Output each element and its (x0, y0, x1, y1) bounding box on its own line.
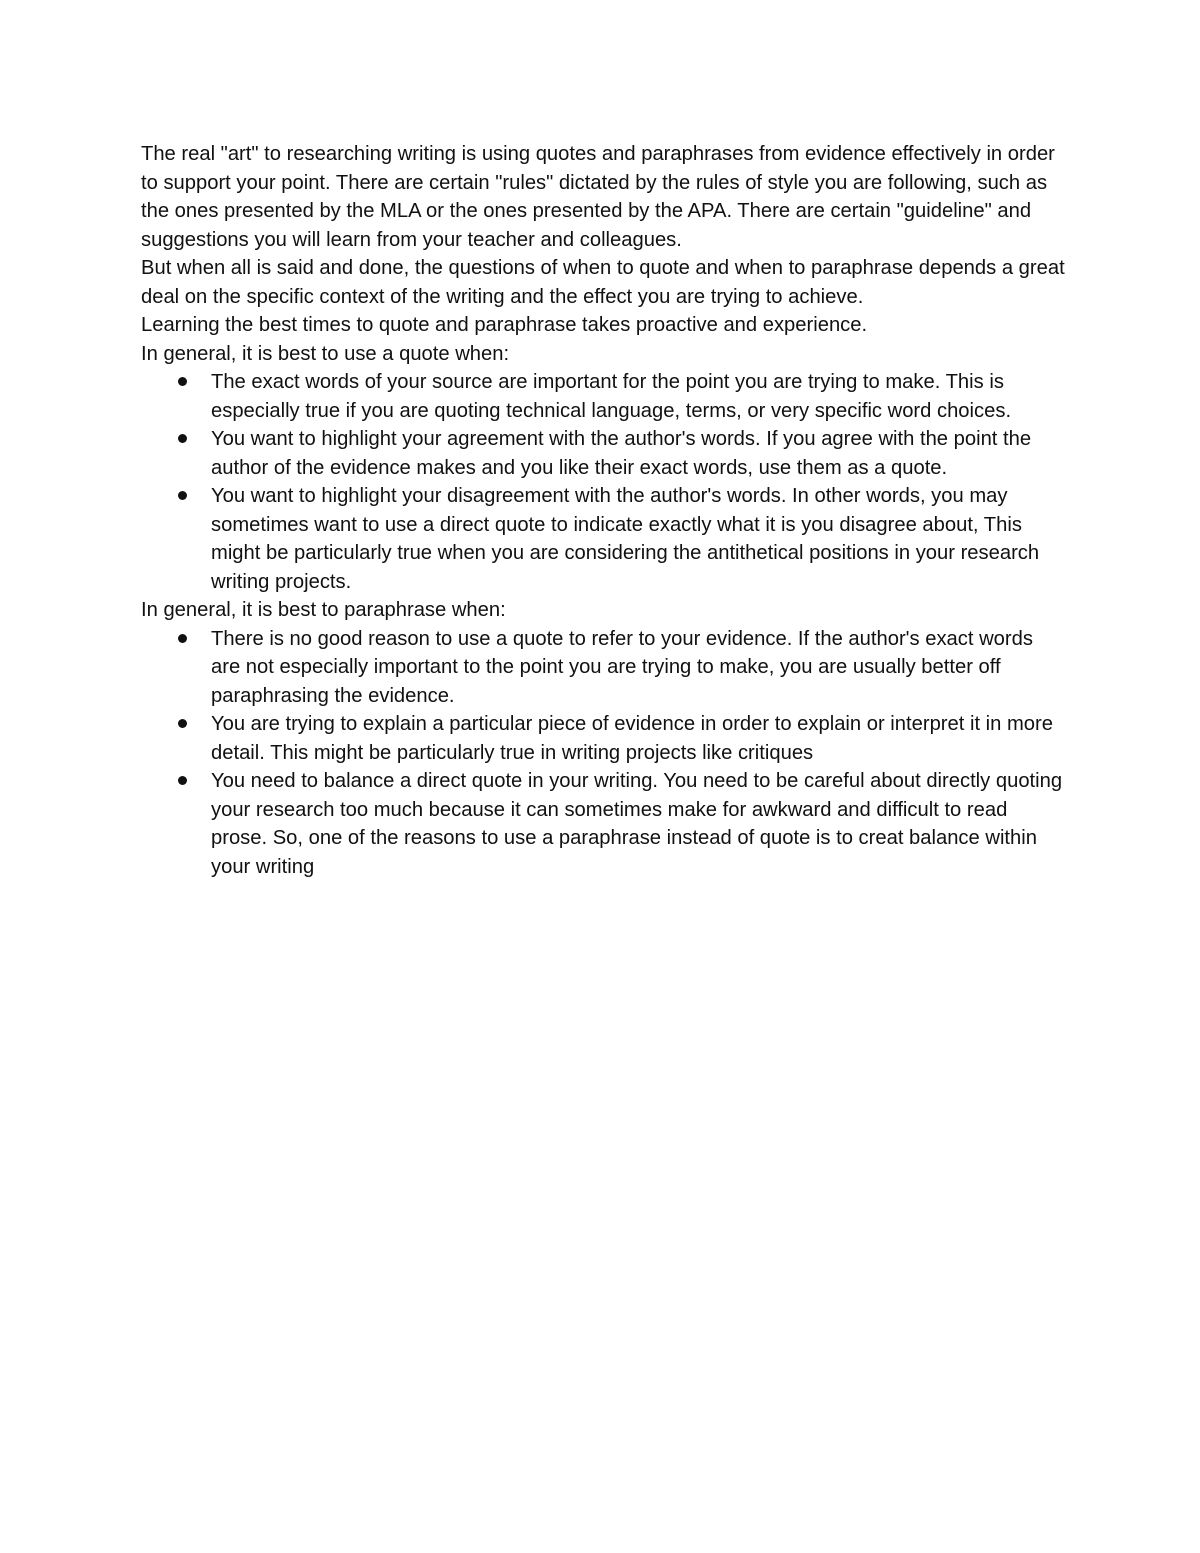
list-item (211, 710, 1066, 767)
list-item-text: You want to highlight your disagreement with the author's words. In other words, you may sometimes want to use a direct quote to indicate exactly what it is you disagree about, This might be particularly true when you are considering the antithetical positions in your research writing projects. (211, 485, 1040, 593)
list-item (211, 625, 1066, 711)
intro-paragraph-1: The real "art" to researching writing is using quotes and paraphrases from evidence effectively in order to support your point. There are certain "rules" dictated by the rules of style you are following, such as the ones presented by the MLA or the ones presented by the APA. There are certain "guideline" and suggestions you will learn from your teacher and colleagues. (141, 143, 1055, 251)
list-item-text: You want to highlight your agreement with the author's words. If you agree with the point the author of the evidence makes and you like their exact words, use them as a quote. (211, 428, 1032, 479)
bullet-icon (178, 719, 187, 728)
bullet-icon (178, 377, 187, 386)
list-item (211, 368, 1066, 425)
quote-section-heading: In general, it is best to use a quote when: (141, 342, 510, 365)
list-item-text: The exact words of your source are important for the point you are trying to make. This is especially true if you are quoting technical language, terms, or very specific word choices. (211, 371, 1012, 422)
bullet-icon (178, 434, 187, 443)
intro-paragraph-3: Learning the best times to quote and paraphrase takes proactive and experience. (141, 314, 868, 336)
document-body (141, 140, 1066, 881)
intro-paragraph-2: But when all is said and done, the questions of when to quote and when to paraphrase depends a great deal on the specific context of the writing and the effect you are trying to achieve. (141, 257, 1065, 308)
bullet-icon (178, 634, 187, 643)
bullet-icon (178, 491, 187, 500)
list-item-text: You are trying to explain a particular piece of evidence in order to explain or interpret it in more detail. This might be particularly true in writing projects like critiques (211, 713, 1053, 764)
list-item-text: You need to balance a direct quote in your writing. You need to be careful about directly quoting your research too much because it can sometimes make for awkward and difficult to read prose. So, one of the reasons to use a paraphrase instead of quote is to creat balance within your writing (211, 770, 1063, 878)
list-item (211, 482, 1066, 596)
paraphrase-section-heading: In general, it is best to paraphrase when: (141, 599, 506, 621)
quote-bullet-list (141, 368, 1066, 596)
paraphrase-bullet-list (141, 625, 1066, 882)
bullet-icon (178, 776, 187, 785)
list-item (211, 425, 1066, 482)
list-item-text: There is no good reason to use a quote to refer to your evidence. If the author's exact words are not especially important to the point you are trying to make, you are usually better off paraphrasing the evidence. (211, 627, 1033, 707)
list-item (211, 767, 1066, 881)
